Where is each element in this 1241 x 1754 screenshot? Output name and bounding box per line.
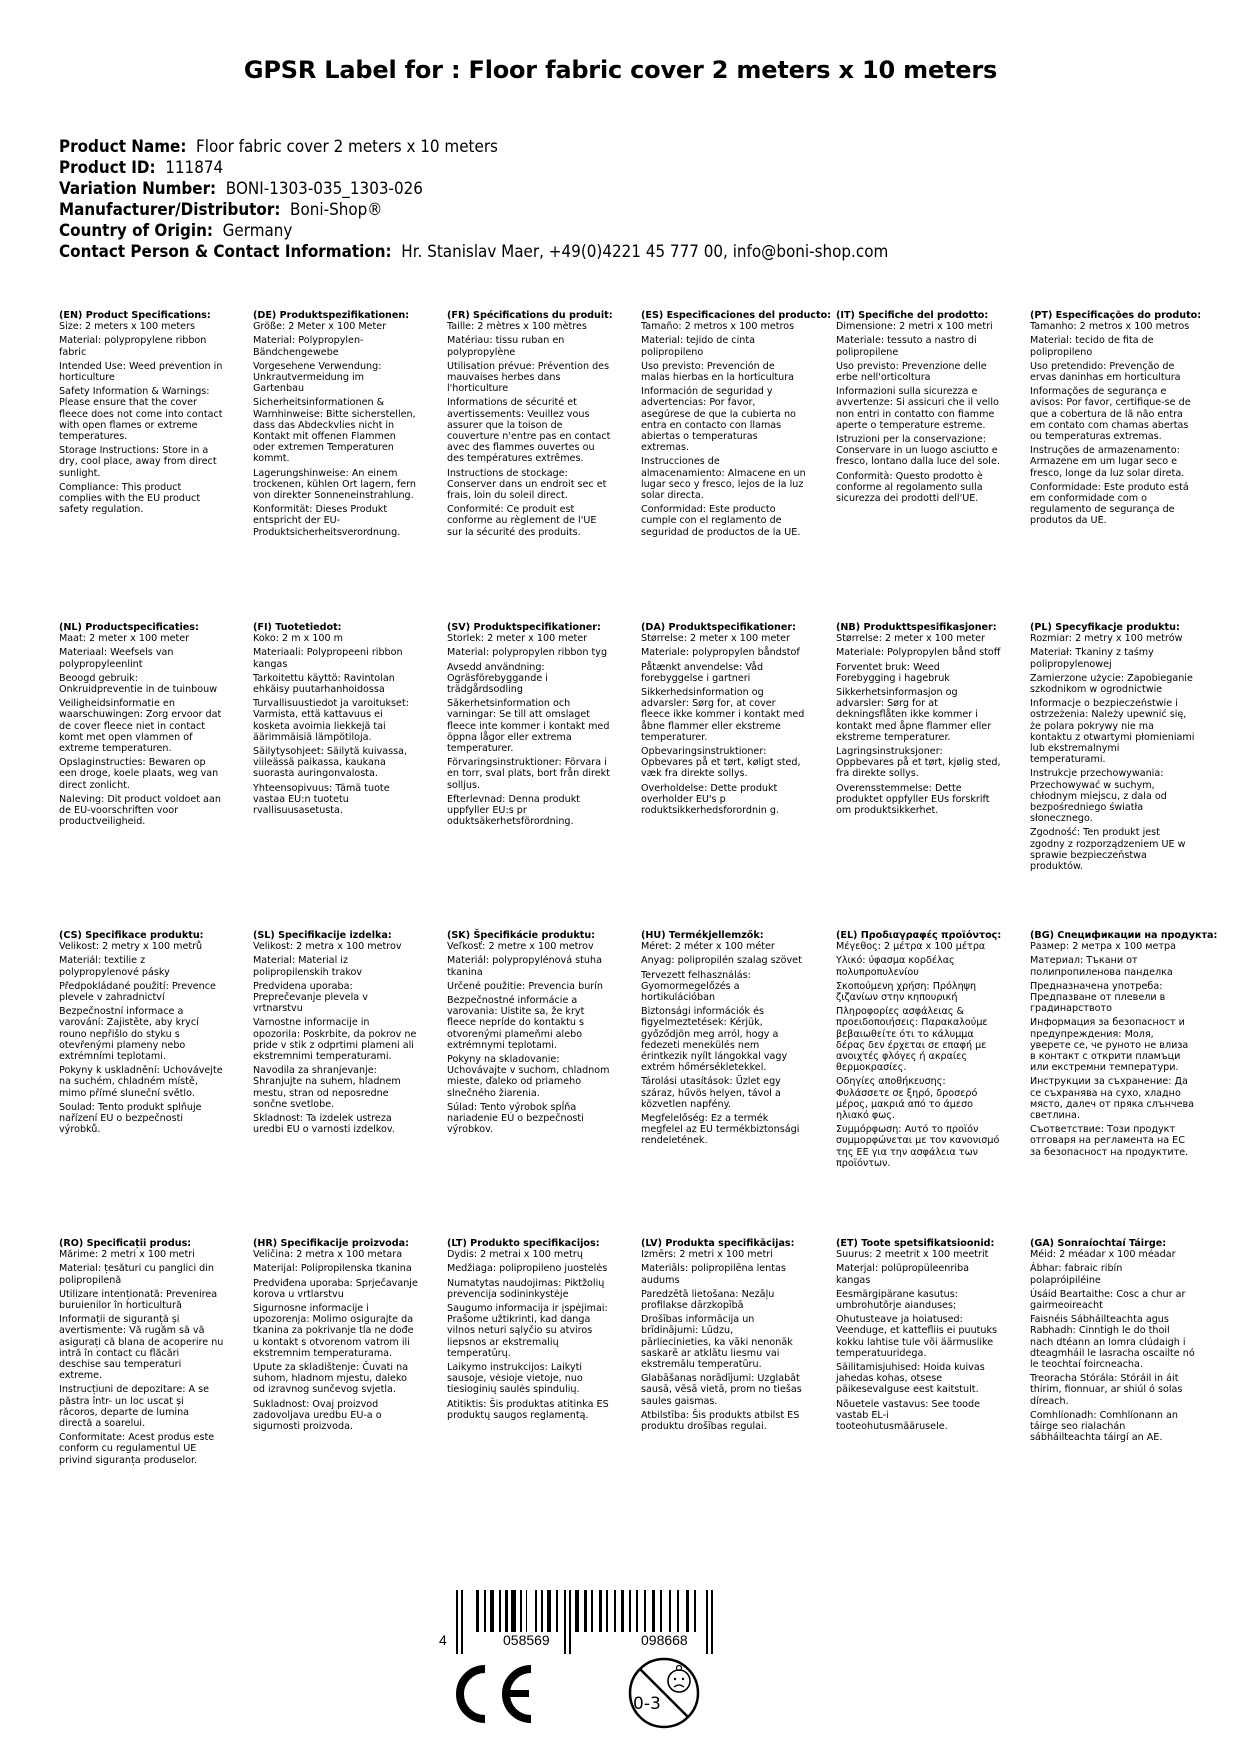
barcode-bar — [660, 1590, 662, 1632]
info-product-id — [59, 157, 888, 178]
info-country-of-origin — [59, 220, 888, 241]
spec-heading: (PT) Especificações do produto: — [1030, 310, 1202, 321]
spec-paragraph: Ábhar: fabraic ribín polapróipiléine — [1030, 1263, 1123, 1286]
spec-paragraph: Material: tejido de cinta polipropileno — [641, 335, 755, 358]
spec-paragraph: Materiál: textilie z polypropylenové pásky — [59, 955, 170, 978]
barcode-left-group: 058569 — [500, 1632, 553, 1648]
spec-paragraph: Soulad: Tento produkt splňuje nařízení EU o bezpečnosti výrobků. — [59, 1101, 202, 1136]
spec-paragraph: Utilizare intenționată: Prevenirea buruienilor în horticultură — [59, 1288, 218, 1312]
barcode-bar — [599, 1590, 602, 1632]
spec-paragraph: Instruções de armazenamento: Armazene em um lugar seco e fresco, longe da luz solar direta. — [1030, 445, 1185, 479]
barcode-bar — [621, 1590, 624, 1632]
spec-block — [641, 1238, 831, 1435]
spec-paragraph: Opbevaringsinstruktioner: Opbevares på et tørt, køligt sted, væk fra direkte sollys. — [641, 746, 801, 780]
spec-paragraph: Varnostne informacije in opozorila: Poskrbite, da pokrov ne pride v stik z odprtimi plameni ali ekstremnimi temperaturami. — [253, 1017, 417, 1063]
spec-block — [59, 1238, 249, 1469]
barcode-bar — [476, 1590, 479, 1632]
spec-paragraph: Instrucciones de almacenamiento: Almacene en un lugar seco y fresco, lejos de la luz solar directa. — [641, 456, 806, 502]
info-value: Hr. Stanislav Maer, +49(0)4221 45 777 00, info@boni-shop.com — [401, 242, 889, 261]
spec-paragraph: Velikost: 2 metra x 100 metrov — [253, 941, 402, 953]
spec-paragraph: Forventet bruk: Weed Forebygging i hagebruk — [836, 661, 950, 684]
info-value: 111874 — [165, 158, 224, 177]
barcode-bar — [575, 1590, 579, 1632]
spec-block — [253, 1238, 443, 1435]
barcode-bars — [456, 1590, 736, 1650]
spec-paragraph: Tamaño: 2 metros x 100 metros — [641, 321, 795, 333]
spec-paragraph: Предназначена употреба: Предпазване от плевели в градинарството — [1030, 980, 1166, 1015]
spec-block — [253, 622, 443, 819]
spec-paragraph: Υλικό: ύφασμα κορδέλας πολυπροπυλενίου — [836, 955, 955, 978]
spec-heading: (RO) Specificații produs: — [59, 1238, 192, 1249]
barcode-bar — [591, 1590, 593, 1632]
spec-paragraph: Predvidena uporaba: Preprečevanje plevela v vrtnarstvu — [253, 980, 368, 1015]
spec-paragraph: Glabāšanas norādījumi: Uzglabāt sausā, vēsā vietā, prom no tiešas saules gaismas. — [641, 1373, 802, 1407]
spec-paragraph: Размер: 2 метра x 100 метра — [1030, 941, 1176, 953]
barcode-bar — [461, 1590, 463, 1654]
spec-paragraph: Sikkerhedsinformation og advarsler: Sørg for, at cover fleece ikke kommer i kontakt med åbne flammer eller ekstreme temperaturer. — [641, 687, 805, 743]
spec-paragraph: Materiāls: polipropilēna lentas audums — [641, 1263, 786, 1286]
barcode-bar — [606, 1590, 608, 1632]
spec-block — [641, 622, 831, 819]
spec-paragraph: Μέγεθος: 2 μέτρα x 100 μέτρα — [836, 941, 986, 953]
spec-heading: (ET) Toote spetsifikatsioonid: — [836, 1238, 995, 1249]
spec-paragraph: Conformité: Ce produit est conforme au règlement de l'UE sur la sécurité des produits. — [447, 504, 597, 538]
barcode-bar — [484, 1590, 486, 1632]
spec-paragraph: Velikost: 2 metry x 100 metrů — [59, 941, 203, 953]
info-contact — [59, 241, 888, 262]
spec-paragraph: Säilytysohjeet: Säilytä kuivassa, viileässä paikassa, kaukana suorasta auringonvalosta. — [253, 746, 408, 780]
spec-heading: (LV) Produkta specifikācijas: — [641, 1238, 795, 1249]
spec-paragraph: Faisnéis Sábháilteachta agus Rabhadh: Cinntigh le do thoil nach dtéann an lomra clúdaigh i dteagmháil le lasracha oscailte nó le teochtaí foircneacha. — [1030, 1314, 1195, 1371]
spec-heading: (NL) Productspecificaties: — [59, 622, 199, 633]
info-variation-number — [59, 178, 888, 199]
spec-paragraph: Méret: 2 méter x 100 méter — [641, 941, 775, 953]
spec-paragraph: Säkerhetsinformation och varningar: Se till att omslaget fleece inte kommer i kontakt med öppna lågor eller extrema temperaturer. — [447, 698, 610, 755]
spec-paragraph: Conformidade: Este produto está em conformidade com o regulamento de segurança de produtos da UE. — [1030, 481, 1189, 527]
info-label: Contact Person & Contact Information: — [59, 242, 392, 261]
spec-paragraph: Materiale: Polypropylen bånd stoff — [836, 647, 1001, 659]
info-product-name — [59, 136, 888, 157]
spec-paragraph: Información de seguridad y advertencias: Por favor, asegúrese de que la cubierta no entra en contacto con llamas abiertas o temperaturas extremas. — [641, 386, 796, 454]
spec-paragraph: Opslaginstructies: Bewaren op een droge, koele plaats, weg van direct zonlicht. — [59, 757, 219, 791]
page-title: GPSR Label for : Floor fabric cover 2 meters x 10 meters — [243, 56, 998, 84]
spec-paragraph: Tamanho: 2 metros x 100 metros — [1030, 321, 1190, 333]
ce-mark-icon — [455, 1665, 535, 1727]
spec-block — [641, 930, 831, 1150]
spec-paragraph: Uso previsto: Prevención de malas hierbas en la horticultura — [641, 360, 795, 384]
barcode-bar — [652, 1590, 655, 1632]
barcode-bar — [694, 1590, 696, 1632]
spec-paragraph: Beoogd gebruik: Onkruidpreventie in de tuinbouw — [59, 672, 218, 696]
spec-paragraph: Pokyny k uskladnění: Uchovávejte na suchém, chladném místě, mimo přímé sluneční světlo. — [59, 1065, 223, 1099]
spec-heading: (EL) Προδιαγραφές προϊόντος: — [836, 930, 1002, 941]
spec-paragraph: Materiale: tessuto a nastro di polipropilene — [836, 335, 977, 358]
spec-paragraph: Utilisation prévue: Prévention des mauvaises herbes dans l'horticulture — [447, 360, 610, 395]
spec-paragraph: Pokyny na skladovanie: Uchovávajte v suchom, chladnom mieste, ďaleko od priameho slnečného žiarenia. — [447, 1054, 610, 1099]
spec-paragraph: Material: Polypropylen-Bändchengewebe — [253, 335, 364, 358]
info-value: BONI-1303-035_1303-026 — [225, 179, 423, 198]
spec-paragraph: Comhlíonadh: Comhlíonann an táirge seo rialachán sábháilteachta táirgí an AE. — [1030, 1409, 1178, 1444]
spec-paragraph: Avsedd användning: Ogräsförebyggande i trädgårdsodling — [447, 661, 548, 696]
spec-heading: (FR) Spécifications du produit: — [447, 310, 613, 321]
spec-paragraph: Informações de segurança e avisos: Por favor, certifique-se de que a cobertura de lã não entra em contato com chamas abertas ou temperaturas extremas. — [1030, 386, 1191, 443]
info-label: Manufacturer/Distributor: — [59, 200, 281, 219]
barcode-first-digit: 4 — [436, 1632, 450, 1648]
spec-paragraph: Biztonsági információk és figyelmeztetések: Kérjük, győződjön meg arról, hogy a fedezeti menekülés nem érintkezik nyílt lángokkal vagy extrém hőmérsékletekkel. — [641, 1006, 788, 1074]
spec-paragraph: Saugumo informacija ir įspėjimai: Prašome užtikrinti, kad danga vilnos neturi sąlyčio su atviros liepsnos ar ekstremalių temperatūrų. — [447, 1303, 608, 1359]
spec-paragraph: Skladnost: Ta izdelek ustreza uredbi EU o varnosti izdelkov. — [253, 1113, 395, 1136]
spec-paragraph: Οδηγίες αποθήκευσης: Φυλάσσετε σε ξηρό, δροσερό μέρος, μακριά από το άμεσο ηλιακό φως. — [836, 1076, 978, 1122]
spec-paragraph: Megfelelőség: Ez a termék megfelel az EU termékbiztonsági rendeletének. — [641, 1113, 800, 1147]
info-manufacturer — [59, 199, 888, 220]
spec-paragraph: Maat: 2 meter x 100 meter — [59, 633, 190, 645]
spec-paragraph: Ohutusteave ja hoiatused: Veenduge, et kattefliis ei puutuks kokku lahtise tule või äärmuslike temperatuuridega. — [836, 1314, 998, 1359]
spec-block — [447, 1238, 637, 1424]
barcode-bar — [677, 1590, 679, 1632]
spec-paragraph: Conformitate: Acest produs este conform cu regulamentul UE privind siguranța produselor. — [59, 1432, 215, 1466]
spec-block — [836, 930, 1026, 1172]
spec-paragraph: Material: tecido de fita de polipropileno — [1030, 335, 1154, 358]
spec-paragraph: Инструкции за съхранение: Да се съхранява на сухо, хладно място, далеч от пряка слънчева светлина. — [1030, 1076, 1195, 1122]
spec-paragraph: Méid: 2 méadar x 100 méadar — [1030, 1249, 1176, 1261]
spec-paragraph: Størrelse: 2 meter x 100 meter — [836, 633, 985, 645]
spec-heading: (NB) Produkttspesifikasjoner: — [836, 622, 997, 633]
spec-paragraph: Drošības informācija un brīdinājumi: Lūdzu, pārliecinieties, ka vāki nenonāk saskarē ar atklātu liesmu vai ekstremālu temperatūru. — [641, 1314, 793, 1371]
spec-heading: (PL) Specyfikacje produktu: — [1030, 622, 1180, 633]
spec-heading: (DA) Produktspecifikationer: — [641, 622, 796, 633]
spec-paragraph: Materjal: polüpropüleenriba kangas — [836, 1263, 969, 1286]
spec-paragraph: Atitiktis: Šis produktas atitinka ES produktų saugos reglamentą. — [447, 1398, 609, 1421]
spec-paragraph: Tervezett felhasználás: Gyomormegelőzés a hortikulációban — [641, 969, 751, 1004]
spec-block — [59, 310, 249, 518]
spec-paragraph: Konformität: Dieses Produkt entspricht der EU-Produktsicherheitsverordnung. — [253, 504, 401, 538]
spec-paragraph: Sikkerhetsinformasjon og advarsler: Sørg for at dekningsflåten ikke kommer i kontakt med åpne flammer eller ekstreme temperaturer. — [836, 687, 992, 743]
info-value: Boni-Shop® — [290, 200, 383, 219]
spec-paragraph: Size: 2 meters x 100 meters — [59, 321, 195, 333]
spec-paragraph: Veličina: 2 metra x 100 metara — [253, 1249, 403, 1261]
spec-heading: (EN) Product Specifications: — [59, 310, 211, 321]
spec-paragraph: Förvaringsinstruktioner: Förvara i en torr, sval plats, bort från direkt solljus. — [447, 757, 610, 791]
spec-paragraph: Treoracha Stórála: Stóráil in áit thirim, fionnuar, ar shiúl ó solas díreach. — [1030, 1373, 1183, 1407]
barcode-bar — [520, 1590, 522, 1632]
barcode-bar — [499, 1590, 501, 1632]
spec-block — [253, 310, 443, 541]
info-label: Product ID: — [59, 158, 156, 177]
barcode-bar — [614, 1590, 616, 1632]
spec-heading: (IT) Specifiche del prodotto: — [836, 310, 989, 321]
spec-paragraph: Uso previsto: Prevenzione delle erbe nell'orticoltura — [836, 360, 987, 384]
spec-block — [1030, 310, 1220, 530]
barcode-bar — [644, 1590, 646, 1632]
spec-block — [447, 930, 637, 1138]
spec-paragraph: Materiaal: Weefsels van polypropyleenlint — [59, 647, 174, 670]
spec-paragraph: Laikymo instrukcijos: Laikyti sausoje, vėsioje vietoje, nuo tiesioginių saulės spindulių. — [447, 1362, 583, 1396]
info-label: Variation Number: — [59, 179, 217, 198]
spec-block — [641, 310, 831, 541]
spec-block — [836, 622, 1026, 819]
spec-paragraph: Informații de siguranță și avertismente: Vă rugăm să vă asigurați că blana de acoperire nu intră în contact cu flăcări deschise sau temperaturi extreme. — [59, 1314, 224, 1382]
spec-paragraph: Určené použitie: Prevencia burín — [447, 980, 603, 992]
spec-heading: (SK) Špecifikácie produktu: — [447, 930, 596, 941]
spec-paragraph: Turvallisuustiedot ja varoitukset: Varmista, että kattavuus ei kosketa avoimia liekkejä tai äärimmäisiä lämpötiloja. — [253, 698, 409, 743]
spec-paragraph: Compliance: This product complies with the EU product safety regulation. — [59, 481, 201, 516]
spec-paragraph: Информация за безопасност и предупреждения: Моля, уверете се, че руното не влиза в контакт с открити пламъци или екстремни температури. — [1030, 1017, 1189, 1074]
barcode-bar — [706, 1590, 708, 1654]
spec-paragraph: Material: țesături cu panglici din polipropilenă — [59, 1263, 214, 1286]
barcode-bar — [541, 1590, 543, 1632]
spec-paragraph: Informacje o bezpieczeństwie i ostrzeżenia: Należy upewnić się, że polara pokrywy nie ma kontaktu z otwartymi płomieniami lub ekstremalnymi temperaturami. — [1030, 698, 1195, 766]
spec-paragraph: Materiál: polypropylénová stuha tkanina — [447, 955, 602, 978]
spec-paragraph: Größe: 2 Meter x 100 Meter — [253, 321, 387, 333]
spec-paragraph: Bezpečnostní informace a varování: Zajistěte, aby krycí rouno nepřišlo do styku s otevřenými plameny nebo extrémními teplotami. — [59, 1006, 199, 1063]
spec-paragraph: Säilitamisjuhised: Hoida kuivas jahedas kohas, otsese päikesevalguse eest kaitstult. — [836, 1362, 985, 1396]
spec-heading: (SL) Specifikacije izdelka: — [253, 930, 392, 941]
spec-paragraph: Overholdelse: Dette produkt overholder EU's p roduktsikkerhedsforordnin g. — [641, 782, 780, 817]
spec-paragraph: Συμμόρφωση: Αυτό το προϊόν συμμορφώνεται με τον κανονισμό της ΕΕ για την ασφάλεια των προϊόντων. — [836, 1124, 1000, 1169]
spec-heading: (HR) Specifikacije proizvoda: — [253, 1238, 409, 1249]
spec-paragraph: Bezpečnostné informácie a varovania: Uistite sa, že kryt fleece nepríde do kontaktu s otvorenými plameňmi alebo extrémnymi teplotami. — [447, 995, 585, 1051]
spec-heading: (BG) Спецификации на продукта: — [1030, 930, 1218, 941]
spec-heading: (SV) Produktspecifikationer: — [447, 622, 601, 633]
spec-paragraph: Dimensione: 2 metri x 100 metri — [836, 321, 993, 333]
spec-paragraph: Zamierzone użycie: Zapobieganie szkodnikom w ogrodnictwie — [1030, 672, 1193, 696]
spec-paragraph: Izmērs: 2 metri x 100 metri — [641, 1249, 773, 1261]
spec-paragraph: Overensstemmelse: Dette produktet oppfyller EUs forskrift om produktsikkerhet. — [836, 782, 990, 817]
barcode-bar — [511, 1590, 516, 1632]
spec-paragraph: Σκοπούμενη χρήση: Πρόληψη ζιζανίων στην κηπουρική — [836, 980, 977, 1004]
barcode-bar — [505, 1590, 508, 1632]
spec-heading: (DE) Produktspezifikationen: — [253, 310, 410, 321]
barcode-bar — [584, 1590, 587, 1632]
spec-paragraph: Instrukcje przechowywania: Przechowywać w suchym, chłodnym miejscu, z dala od bezpośredniego światła słonecznego. — [1030, 768, 1167, 825]
spec-paragraph: Súlad: Tento výrobok spĺňa nariadenie EÚ o bezpečnosti výrobkov. — [447, 1101, 584, 1136]
spec-heading: (LT) Produkto specifikacijos: — [447, 1238, 600, 1249]
spec-paragraph: Material: Material iz polipropilenskih trakov — [253, 955, 363, 978]
spec-paragraph: Předpokládané použití: Prevence plevele v zahradnictví — [59, 980, 216, 1004]
spec-paragraph: Material: polypropylene ribbon fabric — [59, 335, 207, 358]
product-info — [59, 136, 888, 262]
spec-paragraph: Materijal: Polipropilenska tkanina — [253, 1263, 412, 1275]
spec-paragraph: Rozmiar: 2 metry x 100 metrów — [1030, 633, 1183, 645]
spec-paragraph: Материал: Тъкани от полипропиленова панделка — [1030, 955, 1173, 978]
svg-text:0-3: 0-3 — [633, 1694, 661, 1714]
spec-block — [447, 622, 637, 830]
spec-paragraph: Nõuetele vastavus: See toode vastab EL-i tooteohutusmäärusele. — [836, 1398, 980, 1433]
spec-paragraph: Istruzioni per la conservazione: Conservare in un luogo asciutto e fresco, lontano dalla luce del sole. — [836, 434, 1000, 468]
barcode-bar — [629, 1590, 631, 1632]
spec-paragraph: Upute za skladištenje: Čuvati na suhom, hladnom mjestu, daleko od izravnog sunčevog svjetla. — [253, 1362, 409, 1396]
spec-paragraph: Conformidad: Este producto cumple con el reglamento de seguridad de productos de la UE. — [641, 504, 801, 538]
spec-paragraph: Vorgesehene Verwendung: Unkrautvermeidung im Gartenbau — [253, 360, 382, 395]
barcode-bar — [636, 1590, 638, 1632]
barcode-bar — [535, 1590, 537, 1632]
barcode-right-group: 098668 — [638, 1632, 691, 1648]
spec-paragraph: Yhteensopivuus: Tämä tuote vastaa EU:n tuotetu rvallisuusasetusta. — [253, 782, 390, 817]
info-value: Floor fabric cover 2 meters x 10 meters — [196, 137, 498, 156]
info-value: Germany — [222, 221, 293, 240]
spec-block — [253, 930, 443, 1138]
spec-paragraph: Material: polypropylen ribbon tyg — [447, 647, 608, 659]
spec-paragraph: Intended Use: Weed prevention in horticulture — [59, 360, 223, 384]
spec-paragraph: Storlek: 2 meter x 100 meter — [447, 633, 588, 645]
spec-paragraph: Suurus: 2 meetrit x 100 meetrit — [836, 1249, 989, 1261]
spec-paragraph: Predviđena uporaba: Sprječavanje korova u vrtlarstvu — [253, 1277, 418, 1300]
spec-paragraph: Eesmärgipärane kasutus: umbrohutõrje aianduses; — [836, 1288, 958, 1312]
spec-heading: (GA) Sonraíochtaí Táirge: — [1030, 1238, 1167, 1249]
spec-paragraph: Dydis: 2 metrai x 100 metrų — [447, 1249, 583, 1261]
spec-paragraph: Naleving: Dit product voldoet aan de EU-voorschriften voor productveiligheid. — [59, 793, 221, 828]
spec-paragraph: Atbilstība: Šis produkts atbilst ES produktu drošības regulai. — [641, 1409, 800, 1433]
spec-paragraph: Medžiaga: polipropileno juostelės — [447, 1263, 608, 1275]
spec-paragraph: Koko: 2 m x 100 m — [253, 633, 344, 645]
barcode-bar — [711, 1590, 713, 1654]
spec-paragraph: Størrelse: 2 meter x 100 meter — [641, 633, 790, 645]
spec-paragraph: Lagringsinstruksjoner: Oppbevares på et tørt, kjølig sted, fra direkte sollys. — [836, 746, 1001, 780]
barcode-bar — [669, 1590, 671, 1632]
spec-paragraph: Mărime: 2 metri x 100 metri — [59, 1249, 195, 1261]
spec-paragraph: Sicherheitsinformationen & Warnhinweise: Bitte sicherstellen, dass das Abdeckvlies nicht in Kontakt mit offenen Flammen oder extremen Temperaturen kommt. — [253, 397, 416, 465]
spec-paragraph: Instructions de stockage: Conserver dans un endroit sec et frais, loin du soleil direct. — [447, 467, 607, 502]
spec-block — [447, 310, 637, 541]
spec-paragraph: Sukladnost: Ovaj proizvod zadovoljava uredbu EU-a o sigurnosti proizvoda. — [253, 1398, 382, 1433]
spec-heading: (HU) Termékjellemzők: — [641, 930, 764, 941]
spec-block — [836, 1238, 1026, 1435]
spec-paragraph: Uso pretendido: Prevenção de ervas daninhas em horticultura — [1030, 360, 1181, 384]
spec-block — [1030, 1238, 1220, 1446]
barcode-bar — [569, 1590, 571, 1654]
spec-block — [836, 310, 1026, 507]
info-label: Country of Origin: — [59, 221, 213, 240]
spec-paragraph: Informazioni sulla sicurezza e avvertenze: Si assicuri che il vello non entri in contatto con fiamme aperte o temperature estreme. — [836, 386, 999, 431]
spec-paragraph: Taille: 2 mètres x 100 mètres — [447, 321, 587, 333]
spec-paragraph: Zgodność: Ten produkt jest zgodny z rozporządzeniem UE w sprawie bezpieczeństwa produktów. — [1030, 827, 1186, 873]
spec-block — [59, 930, 249, 1138]
spec-heading: (FI) Tuotetiedot: — [253, 622, 342, 633]
age-warning-0-3-icon — [626, 1655, 702, 1735]
barcode-bar — [686, 1590, 689, 1632]
spec-paragraph: Tarkoitettu käyttö: Ravintolan ehkäisy puutarhanhoidossa — [253, 672, 395, 696]
spec-paragraph: Informations de sécurité et avertissements: Veuillez vous assurer que la toison de couverture n'entre pas en contact avec des flammes ouvertes ou des températures extrêmes. — [447, 397, 611, 465]
ean-barcode — [436, 1584, 736, 1654]
spec-paragraph: Veiligheidsinformatie en waarschuwingen: Zorg ervoor dat de cover fleece niet in contact komt met open vlammen of extreme temperaturen. — [59, 698, 222, 755]
spec-block — [59, 622, 249, 830]
spec-paragraph: Conformità: Questo prodotto è conforme al regolamento sulla sicurezza dei prodotti dell'UE. — [836, 470, 983, 505]
barcode-bar — [490, 1590, 494, 1632]
spec-paragraph: Matériau: tissu ruban en polypropylène — [447, 335, 565, 358]
barcode-bar — [456, 1590, 458, 1654]
barcode-bar — [547, 1590, 551, 1632]
barcode-bar — [556, 1590, 558, 1632]
spec-paragraph: Safety Information & Warnings: Please ensure that the cover fleece does not come into contact with open flames or extreme temperatures. — [59, 386, 223, 443]
info-label: Product Name: — [59, 137, 187, 156]
spec-paragraph: Anyag: polipropilén szalag szövet — [641, 955, 802, 967]
spec-paragraph: Sigurnosne informacije i upozorenja: Molimo osigurajte da tkanina za pokrivanje tla ne dođe u kontakt s otvorenom vatrom ili ekstremnim temperaturama. — [253, 1303, 414, 1359]
spec-paragraph: Påtænkt anvendelse: Våd forebyggelse i gartneri — [641, 661, 764, 684]
spec-paragraph: Materiaali: Polypropeeni ribbon kangas — [253, 647, 403, 670]
spec-paragraph: Lagerungshinweise: An einem trockenen, kühlen Ort lagern, fern von direkter Sonneneinstrahlung. — [253, 467, 416, 502]
spec-paragraph: Paredzētā lietošana: Nezāļu profilakse dārzkopībā — [641, 1288, 775, 1312]
spec-paragraph: Navodila za shranjevanje: Shranjujte na suhem, hladnem mestu, stran od neposredne sončne svetlobe. — [253, 1065, 401, 1110]
spec-heading: (ES) Especificaciones del producto: — [641, 310, 832, 321]
spec-paragraph: Materiale: polypropylen båndstof — [641, 647, 800, 659]
spec-block — [1030, 622, 1220, 875]
spec-paragraph: Efterlevnad: Denna produkt uppfyller EU:s pr oduktsäkerhetsförordning. — [447, 793, 581, 828]
spec-paragraph: Veľkosť: 2 metre x 100 metrov — [447, 941, 594, 953]
spec-paragraph: Materiał: Tkaniny z taśmy polipropylenowej — [1030, 647, 1154, 670]
spec-paragraph: Tárolási utasítások: Üzlet egy száraz, hűvös helyen, távol a közvetlen napfény. — [641, 1076, 781, 1110]
spec-paragraph: Numatytas naudojimas: Piktžolių prevencija sodininkystėje — [447, 1277, 605, 1300]
spec-heading: (CS) Specifikace produktu: — [59, 930, 204, 941]
spec-paragraph: Съответствие: Този продукт отговаря на регламента на ЕС за безопасност на продуктите. — [1030, 1124, 1189, 1158]
spec-block — [1030, 930, 1220, 1161]
spec-paragraph: Storage Instructions: Store in a dry, cool place, away from direct sunlight. — [59, 445, 217, 479]
barcode-bar — [564, 1590, 566, 1654]
barcode-bar — [526, 1590, 527, 1632]
spec-paragraph: Instrucțiuni de depozitare: A se păstra într- un loc uscat și răcoros, departe de lumina directă a soarelui. — [59, 1384, 210, 1430]
spec-paragraph: Πληροφορίες ασφάλειας & προειδοποιήσεις: Παρακαλούμε βεβαιωθείτε ότι το κάλυμμα δέρας δεν έρχεται σε επαφή με ανοιχτές φλόγες ή ακραίες θερμοκρασίες. — [836, 1006, 988, 1074]
spec-paragraph: Úsáid Beartaithe: Cosc a chur ar gairmeoireacht — [1030, 1288, 1186, 1312]
